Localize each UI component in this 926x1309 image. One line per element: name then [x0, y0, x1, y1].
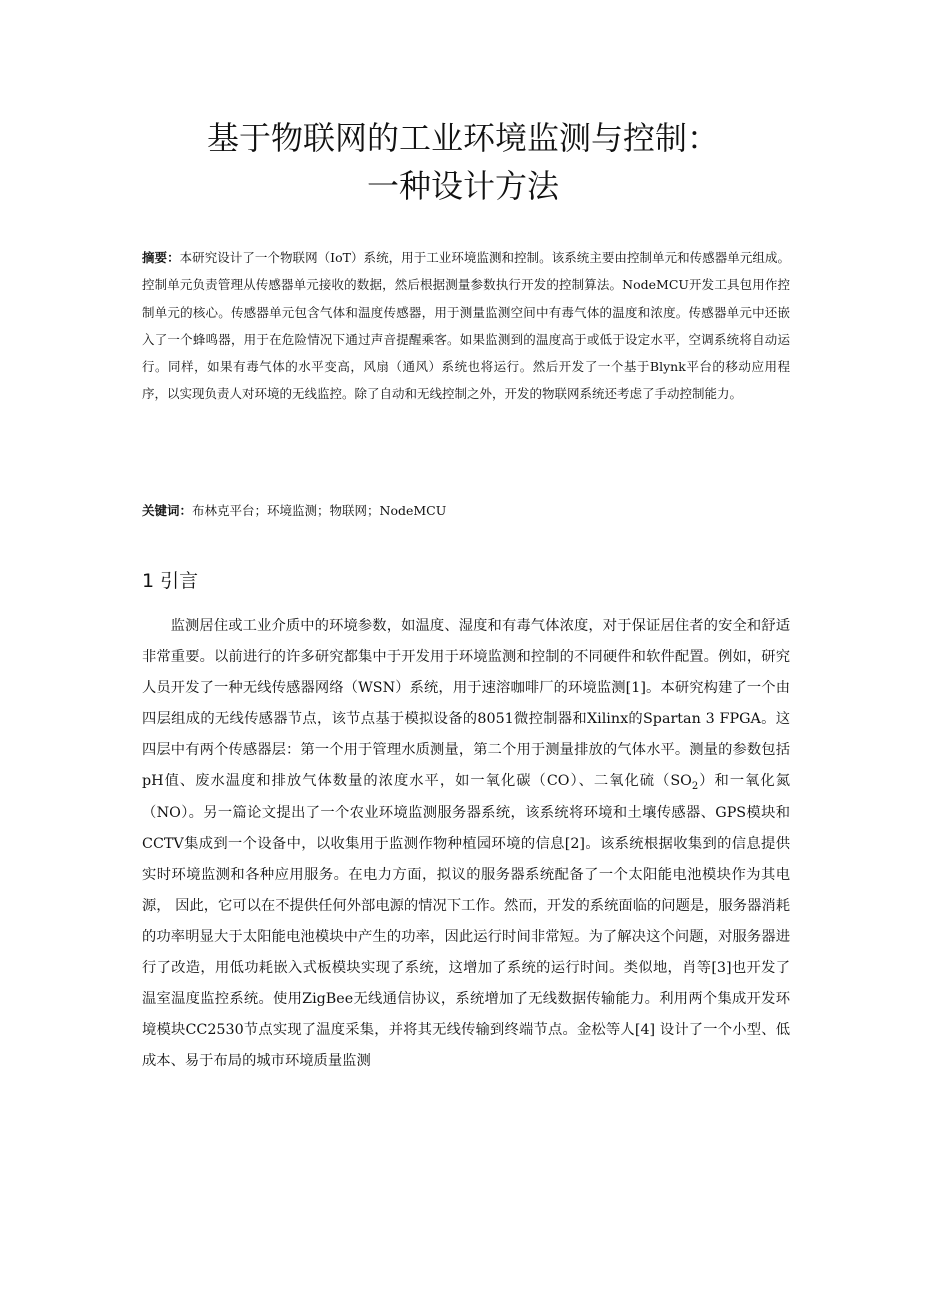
abstract [142, 244, 790, 408]
section-heading-introduction: 1 引言 [142, 570, 199, 592]
keywords-label: 关键词： [142, 503, 193, 518]
subscript-2: 2 [691, 781, 699, 793]
paper-title-line-2: 一种设计方法 [366, 167, 559, 205]
introduction-paragraph [142, 611, 790, 1077]
keywords [142, 499, 790, 523]
abstract-text: 本研究设计了一个物联网（IoT）系统，用于工业环境监测和控制。该系统主要由控制单元和传感器单元组成。控制单元负责管理从传感器单元接收的数据，然后根据测量参数执行开发的控制算法。NodeMCU开发工具包用作控制单元的核心。传感器单元包含气体和温度传感器，用于测量监测空间中有毒气体的温度和浓度。传感器单元中还嵌入了一个蜂鸣器，用于在危险情况下通过声音提醒乘客。如果监测到的温度高于或低于设定水平，空调系统将自动运行。同样，如果有毒气体的水平变高，风扇（通风）系统也将运行。然后开发了一个基于Blynk平台的移动应用程序，以实现负责人对环境的无线监控。除了自动和无线控制之外，开发的物联网系统还考虑了手动控制能力。 [142, 250, 790, 402]
paper-title-line-1: 基于物联网的工业环境监测与控制： [206, 119, 719, 157]
paper-title [0, 114, 926, 210]
introduction-text-part-2: ）和一氧化氮（NO）。另一篇论文提出了一个农业环境监测服务器系统，该系统将环境和土壤传感器、GPS模块和CCTV集成到一个设备中，以收集用于监测作物种植园环境的信息[2]。该系统根据收集到的信息提供实时环境监测和各种应用服务。在电力方面，拟议的服务器系统配备了一个太阳能电池模块作为其电源， 因此，它可以在不提供任何外部电源的情况下工作。然而，开发的系统面临的问题是，服务器消耗的功率明显大于太阳能电池模块中产生的功率，因此运行时间非常短。为了解决这个问题，对服务器进行了改造，用低功耗嵌入式板模块实现了系统，这增加了系统的运行时间。类似地，肖等[3]也开发了温室温度监控系统。使用ZigBee无线通信协议，系统增加了无线数据传输能力。利用两个集成开发环境模块CC2530节点实现了温度采集，并将其无线传输到终端节点。金松等人[4] 设计了一个小型、低成本、易于布局的城市环境质量监测 [142, 773, 790, 1070]
introduction-text-part-1: 监测居住或工业介质中的环境参数，如温度、湿度和有毒气体浓度，对于保证居住者的安全和舒适非常重要。以前进行的许多研究都集中于开发用于环境监测和控制的不同硬件和软件配置。例如，研究人员开发了一种无线传感器网络（WSN）系统，用于速溶咖啡厂的环境监测[1]。本研究构建了一个由四层组成的无线传感器节点，该节点基于模拟设备的8051微控制器和Xilinx的Spartan 3 FPGA。这四层中有两个传感器层：第一个用于管理水质测量，第二个用于测量排放的气体水平。测量的参数包括pH值、废水温度和排放气体数量的浓度水平，如一氧化碳（CO）、二氧化硫（SO [142, 618, 790, 790]
abstract-label: 摘要： [142, 250, 180, 265]
keywords-text: 布林克平台；环境监测；物联网；NodeMCU [192, 503, 447, 518]
